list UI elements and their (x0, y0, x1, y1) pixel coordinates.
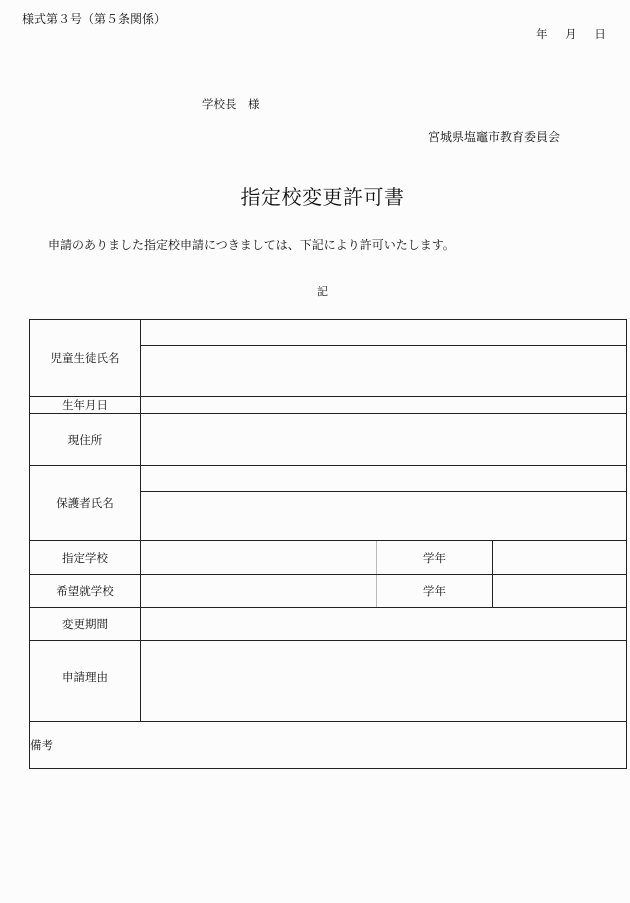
birth-date-label: 生年月日 (30, 397, 141, 414)
designated-grade-field[interactable] (493, 541, 627, 575)
student-name-label: 児童生徒氏名 (30, 320, 141, 397)
date-day: 日 (594, 27, 606, 41)
designated-school-field[interactable] (141, 541, 377, 575)
reason-field[interactable] (141, 641, 627, 722)
guardian-name-field[interactable] (141, 492, 627, 541)
desired-school-field[interactable] (141, 575, 377, 608)
issuer: 宮城県塩竈市教育委員会 (428, 130, 561, 144)
date-month: 月 (565, 27, 577, 41)
reason-label: 申請理由 (30, 641, 141, 722)
permit-form-table (29, 319, 627, 769)
student-name-furigana-field[interactable] (141, 320, 627, 346)
form-number: 様式第３号（第５条関係） (22, 12, 167, 26)
grade-label-designated: 学年 (377, 541, 493, 575)
document-title: 指定校変更許可書 (240, 185, 405, 209)
addressee: 学校長 様 (202, 97, 260, 111)
student-name-field[interactable] (141, 346, 627, 397)
ki-mark: 記 (317, 285, 328, 298)
remarks-label: 備考 (30, 738, 53, 752)
desired-school-label: 希望就学校 (30, 575, 141, 608)
address-label: 現住所 (30, 414, 141, 466)
change-period-field[interactable] (141, 608, 627, 641)
birth-date-field[interactable] (141, 397, 627, 414)
desired-grade-field[interactable] (493, 575, 627, 608)
guardian-name-label: 保護者氏名 (30, 466, 141, 541)
body-text: 申請のありました指定校申請につきましては、下記により許可いたします。 (48, 238, 455, 252)
remarks-cell[interactable] (30, 722, 627, 769)
change-period-label: 変更期間 (30, 608, 141, 641)
guardian-name-furigana-field[interactable] (141, 466, 627, 492)
designated-school-label: 指定学校 (30, 541, 141, 575)
address-field[interactable] (141, 414, 627, 466)
date-year: 年 (536, 27, 548, 41)
date-line (536, 26, 606, 42)
grade-label-desired: 学年 (377, 575, 493, 608)
